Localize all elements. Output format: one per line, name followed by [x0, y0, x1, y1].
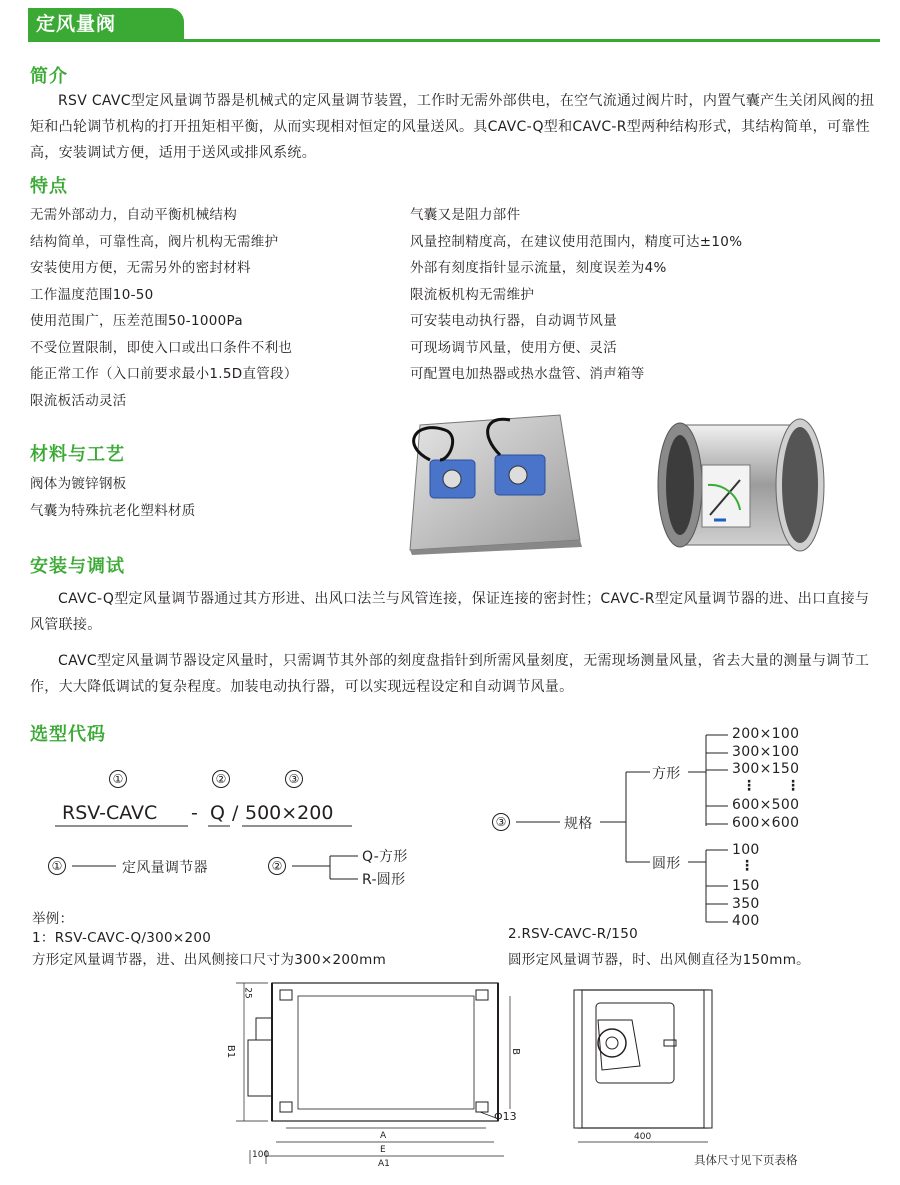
- code-slash: /: [232, 802, 239, 824]
- round-size-2: 150: [732, 878, 760, 894]
- square-size-5: 600×600: [732, 815, 800, 831]
- list-item: 无需外部动力，自动平衡机械结构: [30, 207, 237, 223]
- legend-r-type: R-圆形: [362, 872, 406, 888]
- example-2-desc: 圆形定风量调节器，时、出风侧直径为150mm。: [508, 952, 810, 968]
- examples-label: 举例：: [32, 911, 74, 927]
- intro-text: RSV CAVC型定风量调节器是机械式的定风量调节装置，工作时无需外部供电，在空气流通过阀片时，内置气囊产生关闭风阀的扭矩和凸轮调节机构的打开扭矩相平衡，从而实现相对恒定的风量送风。具CAVC-Q型和CAVC-R型两种结构形式，其结构简单，可靠性高，安装调试方便，适用于送风或排风系统。: [30, 93, 875, 161]
- list-item: 可安装电动执行器，自动调节风量: [410, 313, 617, 329]
- list-item: 气囊又是阻力部件: [410, 207, 521, 223]
- dim-25: 25: [242, 987, 253, 999]
- example-1-code: 1：RSV-CAVC-Q/300×200: [32, 930, 212, 946]
- dim-a1: A1: [378, 1159, 390, 1169]
- page-title: 定风量阀: [28, 8, 184, 40]
- round-dots: ⋮: [740, 858, 755, 874]
- code-part-c: 500×200: [245, 802, 334, 824]
- install-paragraph-1: CAVC-Q型定风量调节器通过其方形进、出风口法兰与风管连接，保证连接的密封性；CAVC-R型定风量调节器的进、出口直接与风管联接。: [30, 591, 870, 633]
- legend-marker-2: ②: [268, 857, 286, 875]
- list-item: 可现场调节风量，使用方便、灵活: [410, 339, 617, 356]
- square-dots-2: ⋮: [786, 778, 801, 794]
- intro-heading: 简介: [30, 66, 68, 87]
- round-size-3: 350: [732, 896, 760, 912]
- code-part-a: RSV-CAVC: [62, 802, 158, 824]
- list-item: 不受位置限制，即使入口或出口条件不利也: [30, 339, 293, 356]
- round-size-1: 100: [732, 842, 760, 858]
- list-item: 结构简单，可靠性高，阀片机构无需维护: [30, 233, 279, 250]
- list-item: 工作温度范围10-50: [30, 286, 154, 303]
- dim-b: B: [509, 1048, 521, 1055]
- legend-q-type: Q-方形: [362, 849, 408, 865]
- example-1-desc: 方形定风量调节器，进、出风侧接口尺寸为300×200mm: [32, 952, 387, 968]
- square-size-2: 300×100: [732, 744, 800, 760]
- marker-3: ③: [285, 770, 303, 788]
- list-item: 限流板机构无需维护: [410, 286, 535, 303]
- round-label: 圆形: [652, 856, 681, 872]
- spec-marker-3: ③: [492, 813, 510, 831]
- legend-1: 定风量调节器: [122, 860, 208, 876]
- round-size-4: 400: [732, 913, 760, 929]
- materials-heading: 材料与工艺: [30, 444, 125, 465]
- install-heading: 安装与调试: [30, 556, 125, 577]
- code-part-b: Q: [210, 802, 225, 824]
- features-heading: 特点: [30, 176, 68, 197]
- square-size-4: 600×500: [732, 797, 800, 813]
- marker-2: ②: [212, 770, 230, 788]
- marker-1: ①: [109, 770, 127, 788]
- install-paragraph-2: CAVC型定风量调节器设定风量时，只需调节其外部的刻度盘指针到所需风量刻度，无需现场测量风量，省去大量的测量与调节工作，大大降低调试的复杂程度。加装电动执行器，可以实现远程设定和自动调节风量。: [30, 653, 870, 695]
- example-2-code: 2.RSV-CAVC-R/150: [508, 926, 638, 942]
- list-item: 气囊为特殊抗老化塑料材质: [30, 502, 196, 519]
- square-damper-outline: [272, 983, 498, 1121]
- square-label: 方形: [652, 766, 681, 782]
- dim-hole: Φ13: [494, 1110, 517, 1123]
- selection-heading: 选型代码: [30, 724, 106, 745]
- spec-label: 规格: [564, 816, 593, 832]
- dim-e: E: [380, 1145, 386, 1155]
- round-damper-outline: [578, 990, 708, 1128]
- list-item: 限流板活动灵活: [30, 392, 127, 409]
- dim-400: 400: [634, 1132, 652, 1142]
- code-dash: -: [191, 802, 198, 824]
- list-item: 阀体为镀锌钢板: [30, 476, 127, 492]
- square-dots-1: ⋮: [742, 778, 757, 794]
- drawing-note: 具体尺寸见下页表格: [694, 1153, 798, 1167]
- list-item: 安装使用方便，无需另外的密封材料: [30, 260, 251, 276]
- legend-marker-1: ①: [48, 857, 66, 875]
- list-item: 可配置电加热器或热水盘管、消声箱等: [410, 366, 645, 382]
- list-item: 使用范围广，压差范围50-1000Pa: [30, 313, 243, 329]
- list-item: 外部有刻度指针显示流量，刻度误差为4%: [410, 260, 667, 276]
- dim-a: A: [380, 1131, 387, 1141]
- dim-b1: B1: [225, 1044, 237, 1059]
- square-size-3: 300×150: [732, 761, 800, 777]
- square-size-1: 200×100: [732, 726, 800, 742]
- list-item: 风量控制精度高，在建议使用范围内，精度可达±10%: [410, 233, 743, 250]
- dim-100: 100: [252, 1150, 270, 1160]
- list-item: 能正常工作（入口前要求最小1.5D直管段）: [30, 366, 298, 382]
